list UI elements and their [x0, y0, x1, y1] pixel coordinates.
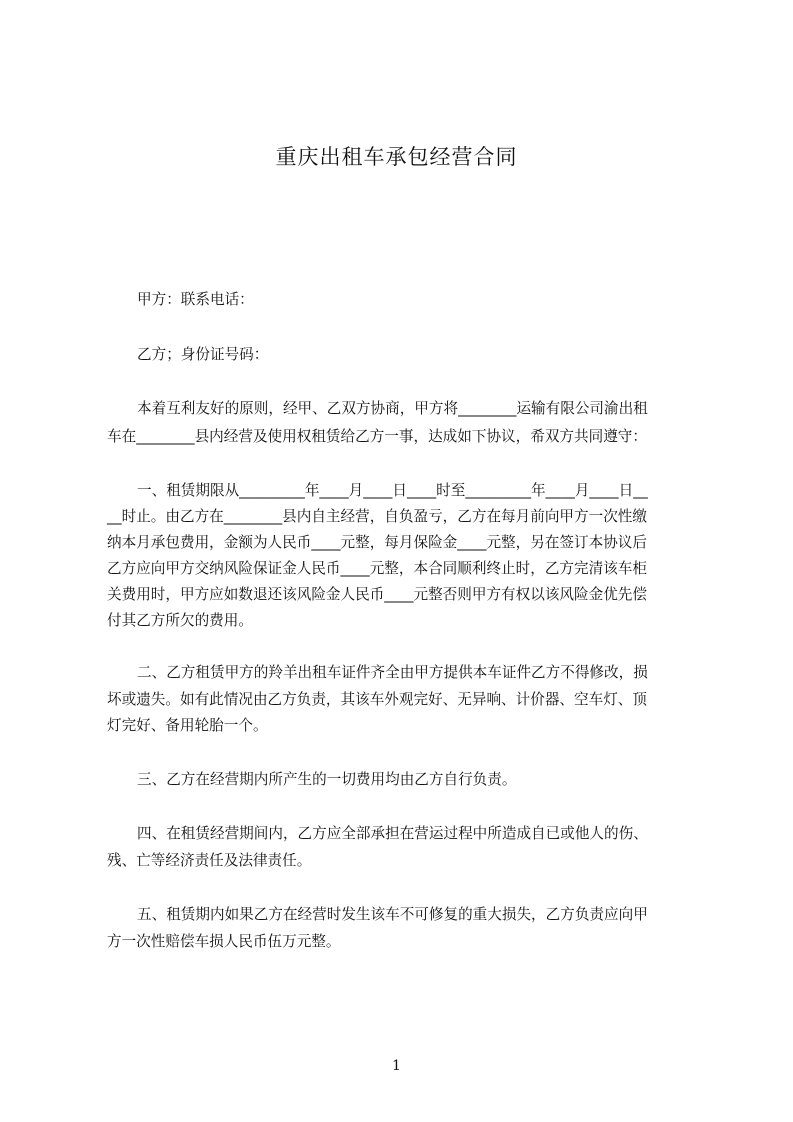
clause5-line-1: 五、租赁期内如果乙方在经营时发生该车不可修复的重大损失，乙方负责应向甲: [137, 906, 648, 923]
clause4-line-2: 残、亡等经济责任及法律责任。: [107, 852, 312, 869]
clause1-line-5: 关费用时，甲方应如数退还该风险金人民币____元整否则甲方有权以该风险金优先偿: [107, 586, 647, 603]
page-number: 1: [392, 1058, 401, 1074]
clause2-line-3: 灯完好、备用轮胎一个。: [107, 717, 268, 734]
party-a-line: 甲方：联系电话：: [137, 291, 254, 308]
clause2-line-2: 坏或遗失。如有此情况由乙方负责，其该车外观完好、无异响、计价器、空车灯、顶: [107, 691, 647, 708]
clause1-line-1: 一、租赁期限从_________年____月____日____时至_________年____月____日__: [137, 482, 648, 499]
clause4-line-1: 四、在租赁经营期间内，乙方应全部承担在营运过程中所造成自已或他人的伤、: [137, 825, 648, 842]
clause1-line-2: __时止。由乙方在________县内自主经营，自负盈亏，乙方在每月前向甲方一次性缴: [107, 508, 647, 525]
party-b-line: 乙方；身份证号码：: [137, 346, 269, 363]
clause1-line-6: 付其乙方所欠的费用。: [107, 612, 253, 629]
clause3-line-1: 三、乙方在经营期内所产生的一切费用均由乙方自行负责。: [137, 771, 517, 788]
intro-line-1: 本着互利友好的原则，经甲、乙双方协商，甲方将________运输有限公司渝出租: [137, 400, 648, 417]
clause5-line-2: 方一次性赔偿车损人民币伍万元整。: [107, 933, 341, 950]
document-title: 重庆出租车承包经营合同: [275, 145, 518, 169]
intro-line-2: 车在________县内经营及使用权租赁给乙方一事，达成如下协议，希双方共同遵守：: [107, 428, 647, 445]
clause1-line-4: 乙方应向甲方交纳风险保证金人民币____元整，本合同顺利终止时，乙方完清该车柜: [107, 560, 647, 577]
clause1-line-3: 纳本月承包费用，金额为人民币____元整，每月保险金____元整，另在签订本协议后: [107, 534, 647, 551]
clause2-line-1: 二、乙方租赁甲方的羚羊出租车证件齐全由甲方提供本车证件乙方不得修改，损: [137, 664, 648, 681]
